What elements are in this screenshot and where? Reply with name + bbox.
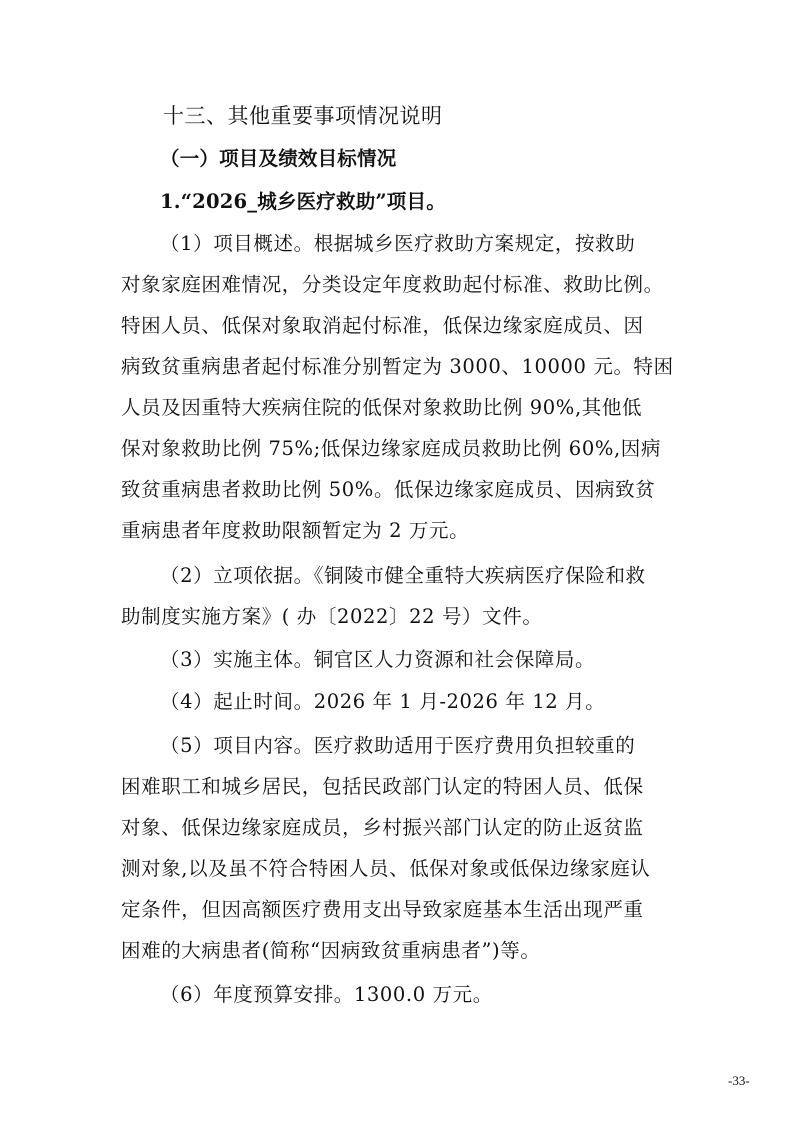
- content-line-6: 困难的大病患者(简称“因病致贫重病患者”)等。: [121, 939, 541, 962]
- overview-line-5: 人员及因重特大疾病住院的低保对象救助比例 90%,其他低: [121, 396, 643, 419]
- content-line-4: 测对象,以及虽不符合特困人员、低保对象或低保边缘家庭认: [121, 857, 651, 880]
- overview-line-6: 保对象救助比例 75%;低保边缘家庭成员救助比例 60%,因病: [121, 437, 661, 460]
- content-line-2: 困难职工和城乡居民，包括民政部门认定的特困人员、低保: [121, 775, 644, 798]
- page-number: -33-: [728, 1073, 750, 1088]
- content-line-5: 定条件，但因高额医疗费用支出导致家庭基本生活出现严重: [121, 898, 644, 921]
- overview-line-3: 特困人员、低保对象取消起付标准，低保边缘家庭成员、因: [121, 314, 644, 337]
- overview-line-2: 对象家庭困难情况，分类设定年度救助起付标准、救助比例。: [121, 273, 664, 296]
- implementer-line: （3）实施主体。铜官区人力资源和社会保障局。: [160, 648, 596, 671]
- project-heading: 1.“2026_城乡医疗救助”项目。: [160, 190, 446, 213]
- basis-line-2: 助制度实施方案》( 办〔2022〕22 号）文件。: [121, 605, 543, 628]
- period-line: （4）起止时间。2026 年 1 月-2026 年 12 月。: [160, 690, 606, 713]
- overview-line-7: 致贫重病患者救助比例 50%。低保边缘家庭成员、因病致贫: [121, 478, 656, 501]
- subsection-heading: （一）项目及绩效目标情况: [160, 147, 397, 170]
- section-heading: 十三、其他重要事项情况说明: [163, 104, 443, 128]
- budget-line: （6）年度预算安排。1300.0 万元。: [160, 983, 493, 1006]
- content-line-3: 对象、低保边缘家庭成员，乡村振兴部门认定的防止返贫监: [121, 816, 644, 839]
- basis-line-1: （2）立项依据。《铜陵市健全重特大疾病医疗保险和救: [160, 564, 646, 587]
- overview-line-8: 重病患者年度救助限额暂定为 2 万元。: [121, 519, 470, 542]
- overview-line-4: 病致贫重病患者起付标准分别暂定为 3000、10000 元。特困: [121, 355, 674, 378]
- content-line-1: （5）项目内容。医疗救助适用于医疗费用负担较重的: [160, 734, 636, 757]
- overview-line-1: （1）项目概述。根据城乡医疗救助方案规定，按救助: [160, 232, 636, 255]
